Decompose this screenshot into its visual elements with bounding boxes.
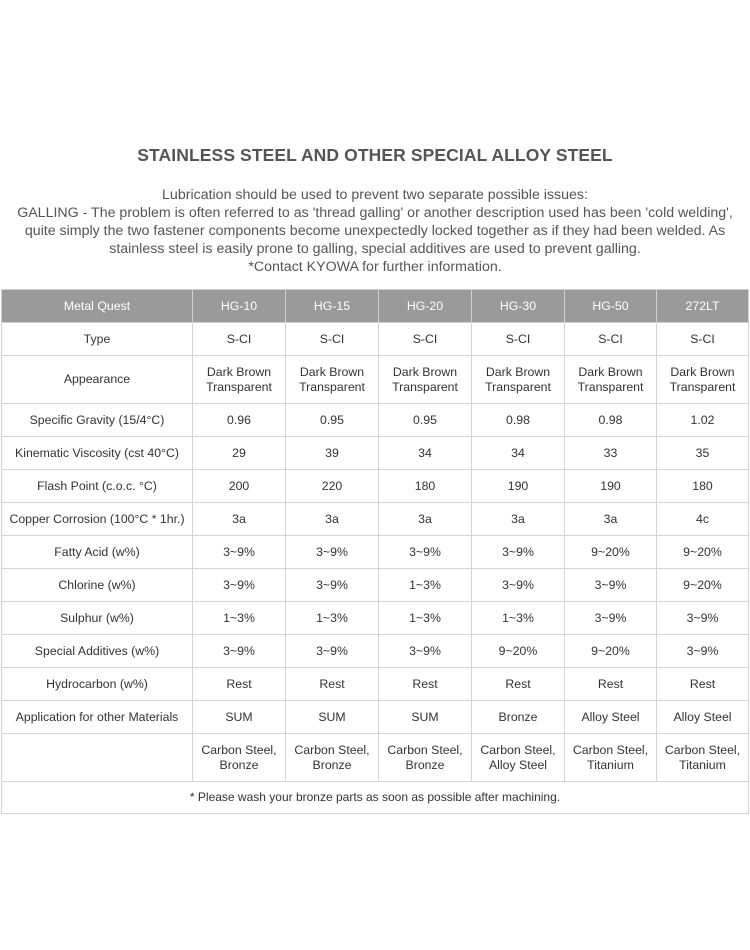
table-cell: 1~3% <box>193 602 286 635</box>
table-cell: Dark Brown Transparent <box>565 356 657 404</box>
table-row <box>2 356 749 404</box>
table-cell: 3~9% <box>286 536 379 569</box>
table-cell: 0.95 <box>286 404 379 437</box>
row-label: Special Additives (w%) <box>2 635 193 668</box>
table-cell: 3~9% <box>286 569 379 602</box>
table-cell: 34 <box>379 437 472 470</box>
table-cell: Carbon Steel, Bronze <box>379 734 472 782</box>
intro-line: stainless steel is easily prone to galling, special additives are used to prevent galling. <box>109 241 641 257</box>
table-cell: 39 <box>286 437 379 470</box>
table-cell: Rest <box>193 668 286 701</box>
table-cell: 1.02 <box>657 404 749 437</box>
table-cell: 3~9% <box>472 536 565 569</box>
table-cell: Alloy Steel <box>657 701 749 734</box>
intro-text <box>0 186 750 276</box>
table-cell: Rest <box>472 668 565 701</box>
table-cell: Rest <box>379 668 472 701</box>
table-cell: 190 <box>472 470 565 503</box>
table-cell: Rest <box>565 668 657 701</box>
table-cell: 33 <box>565 437 657 470</box>
table-cell: 29 <box>193 437 286 470</box>
table-cell: 9~20% <box>565 635 657 668</box>
column-header-hg-20: HG-20 <box>379 290 472 323</box>
column-header-hg-50: HG-50 <box>565 290 657 323</box>
row-label: Appearance <box>2 356 193 404</box>
table-cell: 3~9% <box>472 569 565 602</box>
table-cell: Carbon Steel, Bronze <box>286 734 379 782</box>
table-cell: 3~9% <box>193 569 286 602</box>
table-cell: 180 <box>379 470 472 503</box>
table-cell: 3a <box>472 503 565 536</box>
table-cell: SUM <box>286 701 379 734</box>
intro-line: *Contact KYOWA for further information. <box>248 259 502 275</box>
table-cell: Rest <box>657 668 749 701</box>
spec-table <box>1 289 749 814</box>
table-cell: S-CI <box>286 323 379 356</box>
table-cell: 4c <box>657 503 749 536</box>
table-row <box>2 503 749 536</box>
table-row <box>2 470 749 503</box>
table-cell: 9~20% <box>472 635 565 668</box>
table-row <box>2 437 749 470</box>
table-cell: 0.98 <box>565 404 657 437</box>
page-title: STAINLESS STEEL AND OTHER SPECIAL ALLOY STEEL <box>137 145 613 165</box>
table-cell: 0.96 <box>193 404 286 437</box>
row-label: Chlorine (w%) <box>2 569 193 602</box>
table-cell: 200 <box>193 470 286 503</box>
table-cell: 0.98 <box>472 404 565 437</box>
table-cell: 3a <box>193 503 286 536</box>
table-cell: 3~9% <box>286 635 379 668</box>
table-cell: 3a <box>379 503 472 536</box>
table-cell: 1~3% <box>286 602 379 635</box>
column-header-hg-15: HG-15 <box>286 290 379 323</box>
row-label: Type <box>2 323 193 356</box>
footnote-row <box>2 782 749 814</box>
column-header-metal-quest: Metal Quest <box>2 290 193 323</box>
table-cell: S-CI <box>472 323 565 356</box>
table-cell: 190 <box>565 470 657 503</box>
row-label: Sulphur (w%) <box>2 602 193 635</box>
table-cell: 220 <box>286 470 379 503</box>
table-cell: Dark Brown Transparent <box>657 356 749 404</box>
intro-line: quite simply the two fastener components become unexpectedly locked together as if they had been welded. As <box>24 223 726 239</box>
table-cell: 9~20% <box>565 536 657 569</box>
table-row <box>2 536 749 569</box>
table-cell: Rest <box>286 668 379 701</box>
table-cell: SUM <box>193 701 286 734</box>
table-cell: Carbon Steel, Titanium <box>657 734 749 782</box>
table-cell: 3a <box>565 503 657 536</box>
column-header-hg-30: HG-30 <box>472 290 565 323</box>
table-cell: 3~9% <box>657 602 749 635</box>
table-cell: 3~9% <box>193 536 286 569</box>
table-cell: Dark Brown Transparent <box>193 356 286 404</box>
row-label: Flash Point (c.o.c. °C) <box>2 470 193 503</box>
table-row <box>2 734 749 782</box>
table-row <box>2 635 749 668</box>
table-cell: 9~20% <box>657 536 749 569</box>
intro-line: GALLING - The problem is often referred to as 'thread galling' or another description used has been 'cold welding', <box>17 205 733 221</box>
table-cell: 3~9% <box>565 602 657 635</box>
table-cell: Dark Brown Transparent <box>379 356 472 404</box>
table-cell: 3~9% <box>379 536 472 569</box>
table-body <box>2 323 749 782</box>
table-cell: SUM <box>379 701 472 734</box>
intro-line: Lubrication should be used to prevent two separate possible issues: <box>162 187 588 203</box>
table-cell: 1~3% <box>379 569 472 602</box>
table-cell: Carbon Steel, Bronze <box>193 734 286 782</box>
row-label: Copper Corrosion (100°C * 1hr.) <box>2 503 193 536</box>
row-label: Application for other Materials <box>2 701 193 734</box>
table-cell: Dark Brown Transparent <box>286 356 379 404</box>
table-cell: Bronze <box>472 701 565 734</box>
table-cell: 0.95 <box>379 404 472 437</box>
table-cell: S-CI <box>379 323 472 356</box>
table-cell: 1~3% <box>379 602 472 635</box>
table-cell: Carbon Steel, Titanium <box>565 734 657 782</box>
table-cell: 180 <box>657 470 749 503</box>
footnote: * Please wash your bronze parts as soon as possible after machining. <box>2 782 749 814</box>
table-cell: 1~3% <box>472 602 565 635</box>
row-label: Kinematic Viscosity (cst 40°C) <box>2 437 193 470</box>
table-cell: Carbon Steel, Alloy Steel <box>472 734 565 782</box>
table-cell: 35 <box>657 437 749 470</box>
row-label: Specific Gravity (15/4°C) <box>2 404 193 437</box>
table-row <box>2 569 749 602</box>
table-row <box>2 668 749 701</box>
table-cell: 34 <box>472 437 565 470</box>
table-cell: S-CI <box>193 323 286 356</box>
table-cell: Dark Brown Transparent <box>472 356 565 404</box>
table-row <box>2 602 749 635</box>
table-cell: 3a <box>286 503 379 536</box>
table-cell: 3~9% <box>565 569 657 602</box>
table-row <box>2 404 749 437</box>
table-cell: Alloy Steel <box>565 701 657 734</box>
table-row <box>2 323 749 356</box>
table-cell: S-CI <box>657 323 749 356</box>
table-cell: 3~9% <box>379 635 472 668</box>
table-row <box>2 701 749 734</box>
table-header-row <box>2 290 749 323</box>
row-label <box>2 734 193 782</box>
row-label: Hydrocarbon (w%) <box>2 668 193 701</box>
row-label: Fatty Acid (w%) <box>2 536 193 569</box>
table-cell: 3~9% <box>193 635 286 668</box>
column-header-272lt: 272LT <box>657 290 749 323</box>
table-cell: S-CI <box>565 323 657 356</box>
table-cell: 3~9% <box>657 635 749 668</box>
column-header-hg-10: HG-10 <box>193 290 286 323</box>
table-cell: 9~20% <box>657 569 749 602</box>
